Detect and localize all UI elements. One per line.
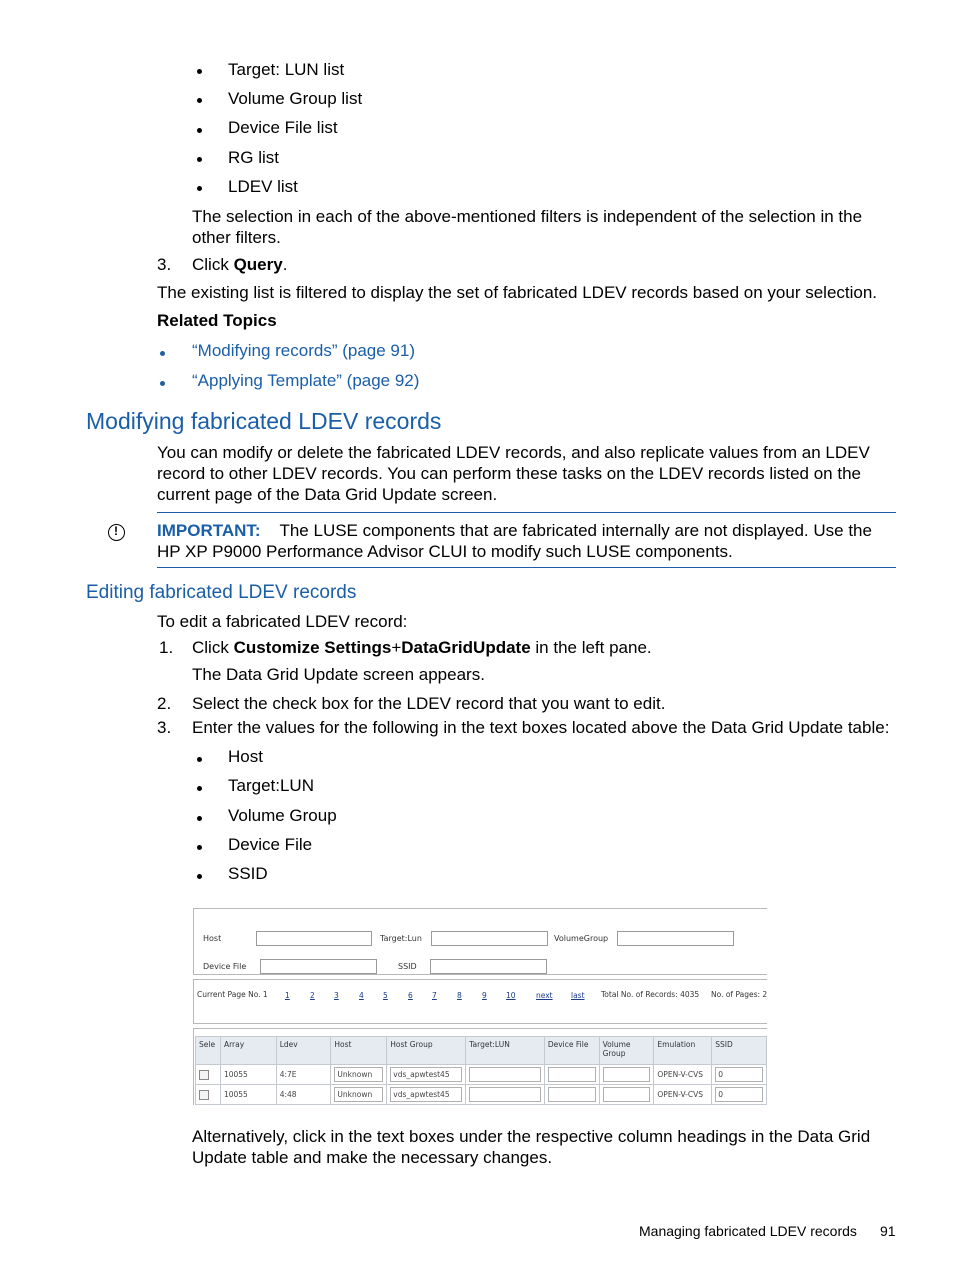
page-link[interactable]: 2: [310, 991, 315, 1000]
device-file-input[interactable]: [260, 959, 377, 974]
important-icon: [108, 524, 125, 541]
divider: [157, 567, 896, 568]
filtered-text: The existing list is filtered to display the set of fabricated LDEV records based on your selection.: [157, 283, 878, 302]
page-link[interactable]: 7: [432, 991, 437, 1000]
pagination-panel: [193, 979, 767, 1024]
table-cell: 4:48: [276, 1085, 331, 1105]
step-number: 3.: [157, 718, 172, 737]
data-grid-table: [195, 1036, 767, 1105]
important-text: The LUSE components that are fabricated internally are not displayed. Use the HP XP P9000 Performance Advisor CLUI to modify such LUSE components.: [157, 521, 872, 561]
step-text: Enter the values for the following in the text boxes located above the Data Grid Update table:: [192, 718, 890, 737]
ssid-cell-input[interactable]: 0: [715, 1087, 763, 1102]
divider: [157, 512, 896, 513]
column-header: Host Group: [387, 1037, 466, 1065]
related-topics-title: Related Topics: [157, 311, 277, 330]
page-link[interactable]: 8: [457, 991, 462, 1000]
table-cell: OPEN-V-CVS: [654, 1065, 712, 1085]
total-records: Total No. of Records: 4035: [601, 990, 700, 999]
step-text-pre: Click: [192, 638, 234, 657]
plus-sign: +: [391, 638, 402, 657]
bullet-icon: [197, 786, 202, 791]
ssid-label: SSID: [398, 962, 417, 971]
table-cell: OPEN-V-CVS: [654, 1085, 712, 1105]
host-label: Host: [203, 934, 222, 943]
subsection-title: Editing fabricated LDEV records: [86, 582, 357, 603]
step-text: [192, 638, 652, 658]
column-header: Sele: [196, 1037, 221, 1065]
page-number: 91: [880, 1223, 896, 1239]
edit-intro: To edit a fabricated LDEV record:: [157, 612, 408, 631]
table-header-row: [196, 1037, 767, 1065]
selection-note: The selection in each of the above-mentioned filters is independent of the selection in the other filters.: [192, 207, 863, 247]
no-of-pages: No. of Pages: 2: [711, 990, 767, 999]
next-link[interactable]: next: [536, 991, 553, 1000]
datagridupdate-label: DataGridUpdate: [401, 638, 531, 657]
bullet-icon: [197, 845, 202, 850]
list-item: Target:LUN: [228, 776, 314, 795]
list-item: SSID: [228, 864, 268, 883]
volume-group-input[interactable]: [617, 931, 734, 946]
column-header: Volume Group: [599, 1037, 654, 1065]
bullet-icon: [160, 381, 165, 386]
table-cell: 10055: [220, 1085, 276, 1105]
step-text-pre: Click: [192, 255, 234, 274]
important-label: IMPORTANT:: [157, 521, 261, 540]
host-input[interactable]: [256, 931, 372, 946]
customize-settings-label: Customize Settings: [233, 638, 392, 657]
column-header: Ldev: [276, 1037, 331, 1065]
current-page: Current Page No. 1: [197, 990, 268, 999]
page-link[interactable]: 3: [334, 991, 339, 1000]
page-link[interactable]: 10: [506, 991, 516, 1000]
step-number: 2.: [157, 694, 172, 713]
related-link[interactable]: “Applying Template” (page 92): [192, 371, 420, 390]
step-number: 1.: [159, 638, 174, 657]
step-text: [192, 255, 287, 275]
target-lun-label: Target:Lun: [380, 934, 422, 943]
footer-title: Managing fabricated LDEV records: [639, 1223, 857, 1239]
column-header: Array: [220, 1037, 276, 1065]
list-item: Target: LUN list: [228, 60, 345, 79]
bullet-icon: [197, 816, 202, 821]
target-lun-input[interactable]: [431, 931, 548, 946]
table-row: [196, 1065, 767, 1085]
step-text-post: in the left pane.: [530, 638, 652, 657]
related-link[interactable]: “Modifying records” (page 91): [192, 341, 415, 360]
ssid-cell-input[interactable]: 0: [715, 1067, 763, 1082]
device-file-cell-input[interactable]: [548, 1087, 596, 1102]
bullet-icon: [197, 186, 202, 191]
important-note: [157, 520, 897, 562]
section-title: Modifying fabricated LDEV records: [86, 408, 442, 434]
list-item: LDEV list: [228, 177, 298, 196]
target-lun-cell-input[interactable]: [469, 1067, 541, 1082]
target-lun-cell-input[interactable]: [469, 1087, 541, 1102]
page-link[interactable]: 9: [482, 991, 487, 1000]
page-link[interactable]: 6: [408, 991, 413, 1000]
last-link[interactable]: last: [571, 991, 585, 1000]
table-cell: 10055: [220, 1065, 276, 1085]
list-item: Volume Group list: [228, 89, 363, 108]
table-row: [196, 1085, 767, 1105]
host-cell-input[interactable]: Unknown: [334, 1087, 383, 1102]
row-checkbox[interactable]: [199, 1070, 209, 1080]
section-intro: You can modify or delete the fabricated LDEV records, and also replicate values from an LDEV record to other LDEV records. You can perform these tasks on the LDEV records listed on the current page of the Data Grid Update screen.: [157, 443, 870, 504]
bullet-icon: [197, 98, 202, 103]
list-item: Device File list: [228, 118, 338, 137]
column-header: Device File: [544, 1037, 599, 1065]
query-label: Query: [233, 255, 283, 274]
column-header: Host: [331, 1037, 387, 1065]
step-text-post: .: [282, 255, 288, 274]
device-file-label: Device File: [203, 962, 247, 971]
bullet-icon: [197, 157, 202, 162]
list-item: Volume Group: [228, 806, 337, 825]
row-checkbox[interactable]: [199, 1090, 209, 1100]
bullet-icon: [197, 757, 202, 762]
list-item: Device File: [228, 835, 313, 854]
step-number: 3.: [157, 255, 172, 274]
step-text: Select the check box for the LDEV record that you want to edit.: [192, 694, 666, 713]
bullet-icon: [197, 874, 202, 879]
bullet-icon: [197, 69, 202, 74]
column-header: Emulation: [654, 1037, 712, 1065]
volume-group-cell-input[interactable]: [603, 1067, 651, 1082]
column-header: Target:LUN: [466, 1037, 545, 1065]
list-item: RG list: [228, 148, 279, 167]
volume-group-cell-input[interactable]: [603, 1087, 651, 1102]
page-link[interactable]: 4: [359, 991, 364, 1000]
page-link[interactable]: 1: [285, 991, 290, 1000]
volume-group-label: VolumeGroup: [554, 934, 609, 943]
alternative-text: Alternatively, click in the text boxes under the respective column headings in the Data Grid Update table and make the necessary changes.: [192, 1127, 871, 1167]
bullet-icon: [160, 351, 165, 356]
list-item: Host: [228, 747, 263, 766]
column-header: SSID: [712, 1037, 767, 1065]
device-file-cell-input[interactable]: [548, 1067, 596, 1082]
data-grid-update-screenshot: [193, 908, 767, 1105]
host-group-cell-input[interactable]: vds_apwtest45: [390, 1067, 462, 1082]
table-cell: 4:7E: [276, 1065, 331, 1085]
step-result: The Data Grid Update screen appears.: [192, 665, 485, 684]
host-cell-input[interactable]: Unknown: [334, 1067, 383, 1082]
host-group-cell-input[interactable]: vds_apwtest45: [390, 1087, 462, 1102]
bullet-icon: [197, 128, 202, 133]
page-link[interactable]: 5: [383, 991, 388, 1000]
ssid-input[interactable]: [430, 959, 547, 974]
